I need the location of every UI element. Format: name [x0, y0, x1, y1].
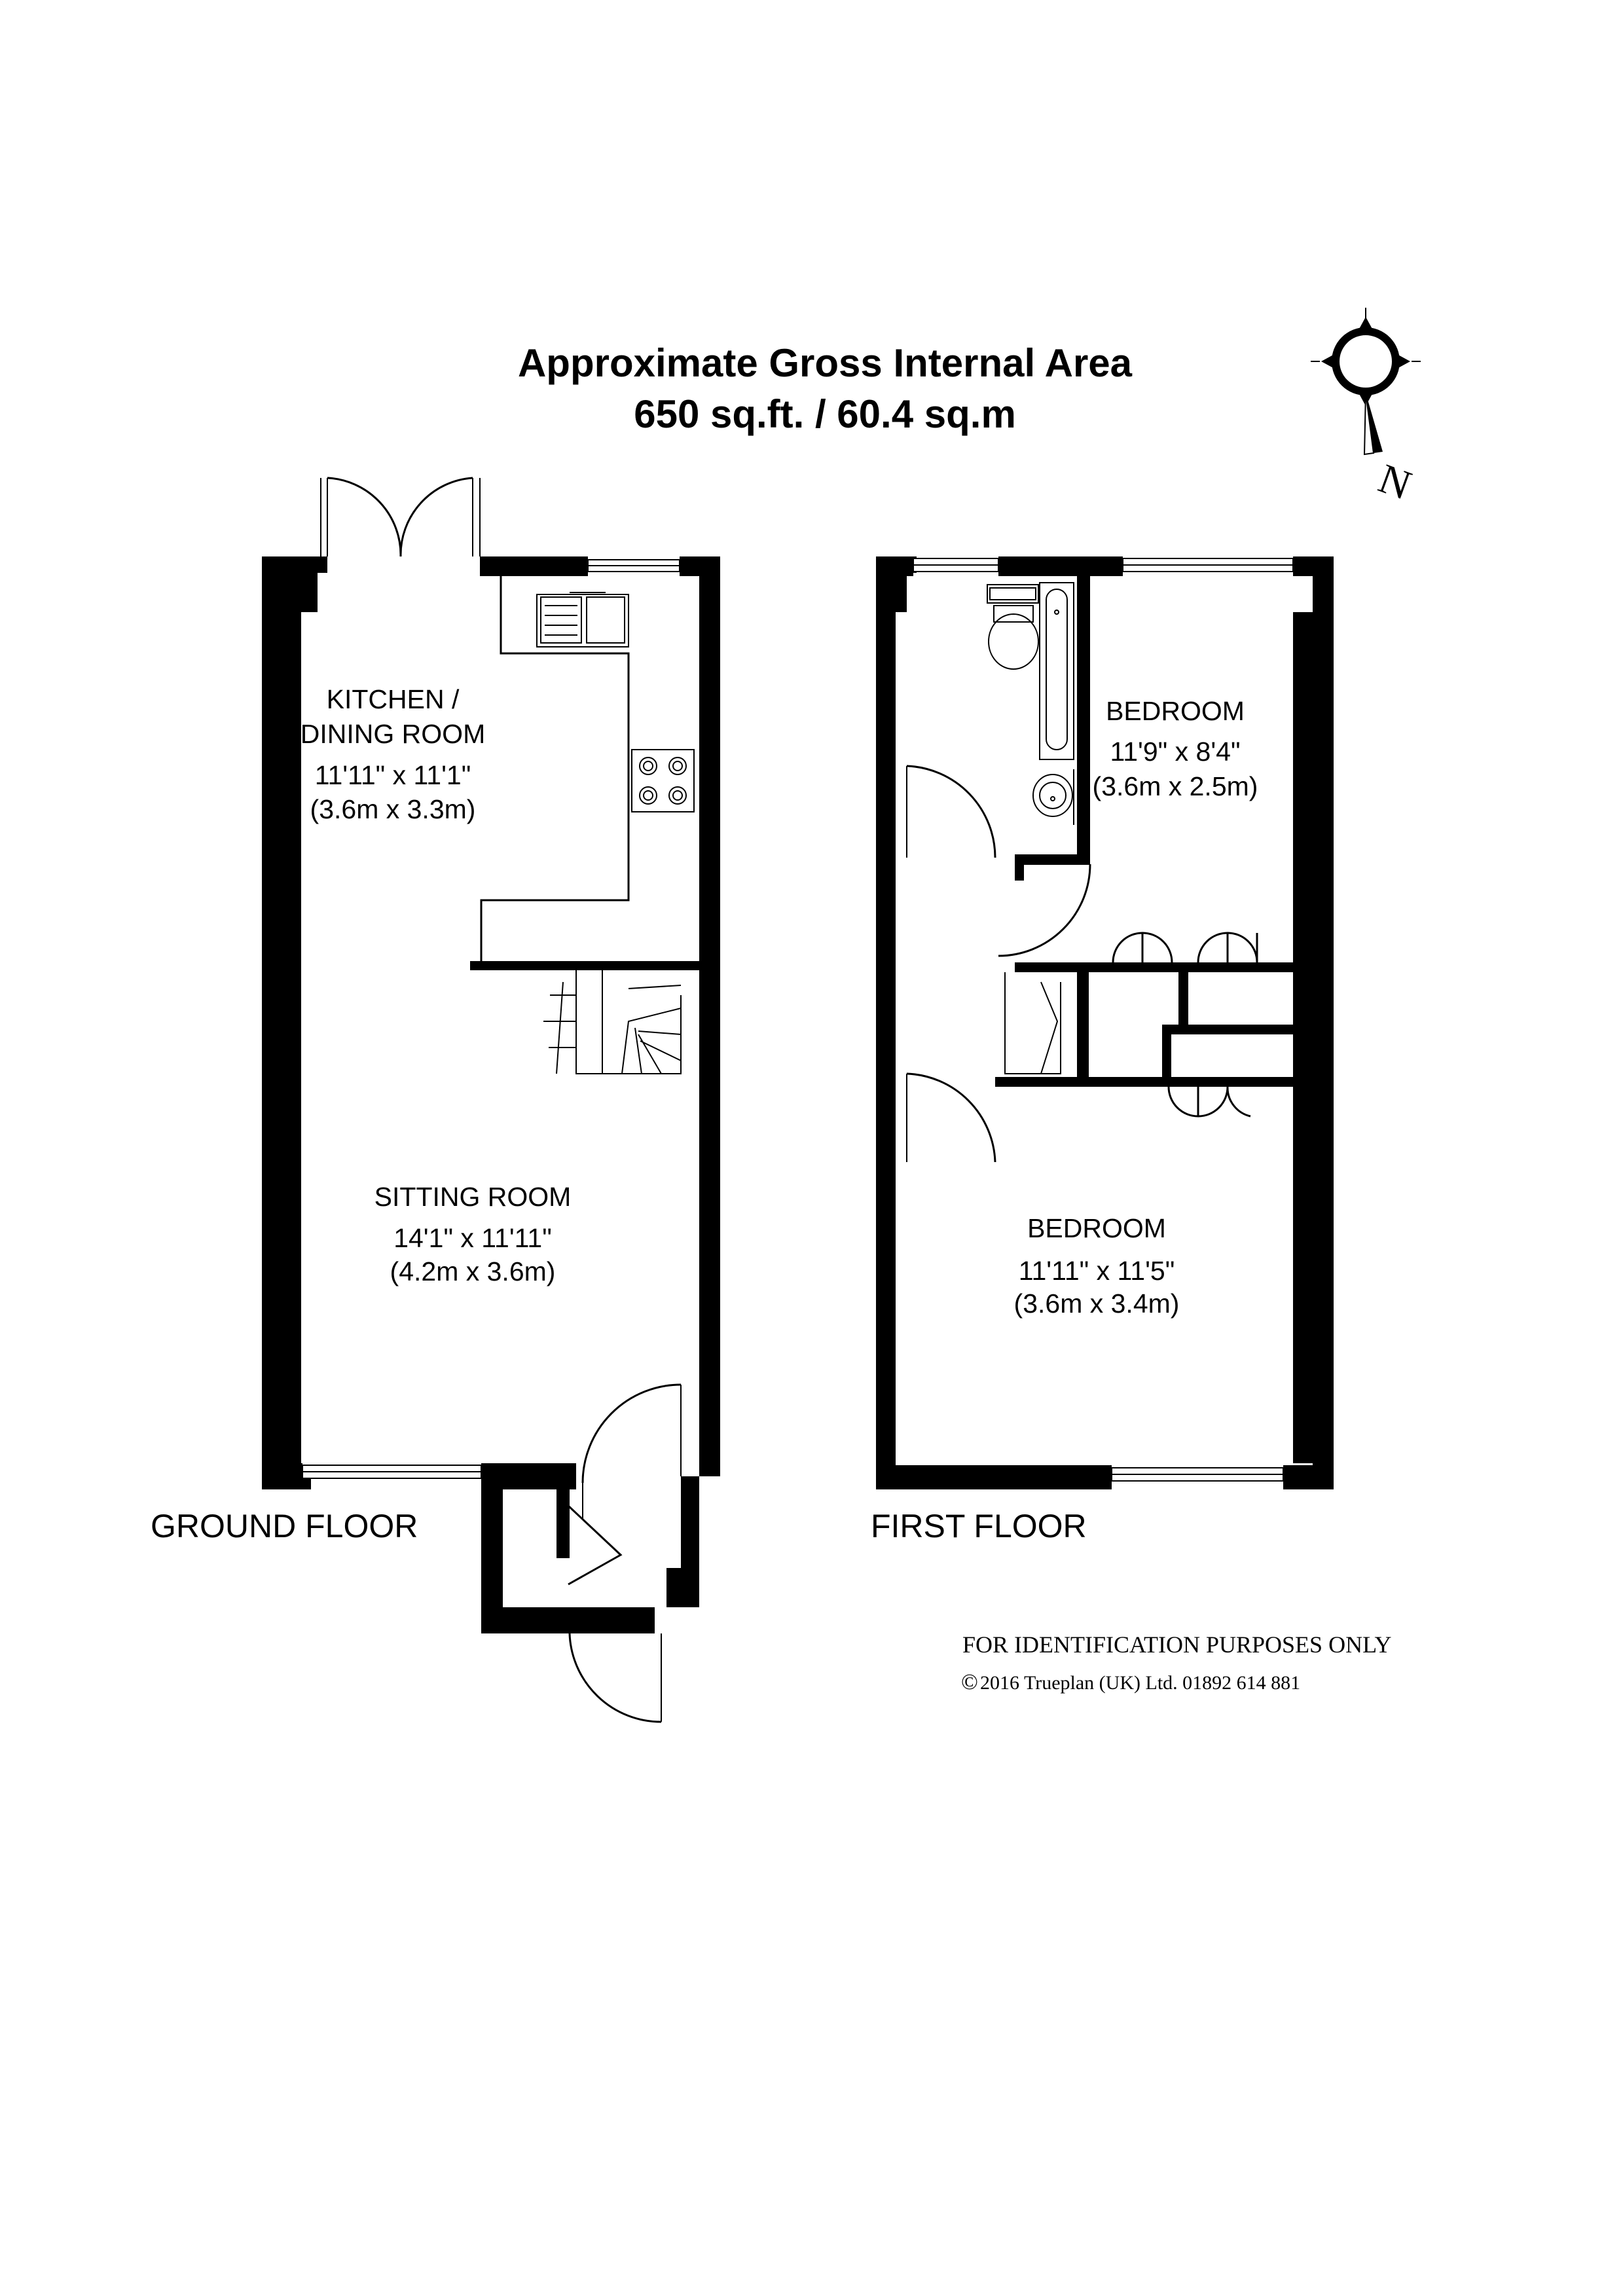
area-value: 650 sq.ft. / 60.4 sq.m — [634, 392, 1016, 436]
bedroom-2-size-imperial: 11'11" x 11'5" — [1018, 1256, 1175, 1286]
sitting-room-size-imperial: 14'1" x 11'11" — [393, 1223, 552, 1253]
bedroom-1-name: BEDROOM — [1106, 696, 1245, 726]
bedroom-1-size-metric: (3.6m x 2.5m) — [1092, 771, 1258, 801]
copyright-symbol: © — [961, 1670, 978, 1694]
sitting-room-size-metric: (4.2m x 3.6m) — [390, 1256, 556, 1286]
first-floor-label: FIRST FLOOR — [871, 1508, 1087, 1544]
area-title: Approximate Gross Internal Area — [517, 341, 1133, 385]
kitchen-name-line1: KITCHEN / — [326, 684, 460, 714]
copyright-text: 2016 Trueplan (UK) Ltd. 01892 614 881 — [980, 1672, 1301, 1694]
disclaimer-text: FOR IDENTIFICATION PURPOSES ONLY — [962, 1631, 1392, 1658]
kitchen-name-line2: DINING ROOM — [300, 719, 486, 749]
ground-floor-label: GROUND FLOOR — [151, 1508, 418, 1544]
compass-icon — [1311, 308, 1421, 454]
bedroom-2-size-metric: (3.6m x 3.4m) — [1013, 1288, 1180, 1319]
kitchen-size-imperial: 11'11" x 11'1" — [314, 760, 471, 790]
sitting-room-name: SITTING ROOM — [374, 1182, 572, 1212]
north-label: N — [1373, 454, 1417, 509]
bedroom-1-size-imperial: 11'9" x 8'4" — [1110, 737, 1241, 767]
kitchen-size-metric: (3.6m x 3.3m) — [310, 794, 476, 824]
bedroom-2-name: BEDROOM — [1027, 1213, 1166, 1243]
first-floor-plan — [876, 556, 1334, 1489]
